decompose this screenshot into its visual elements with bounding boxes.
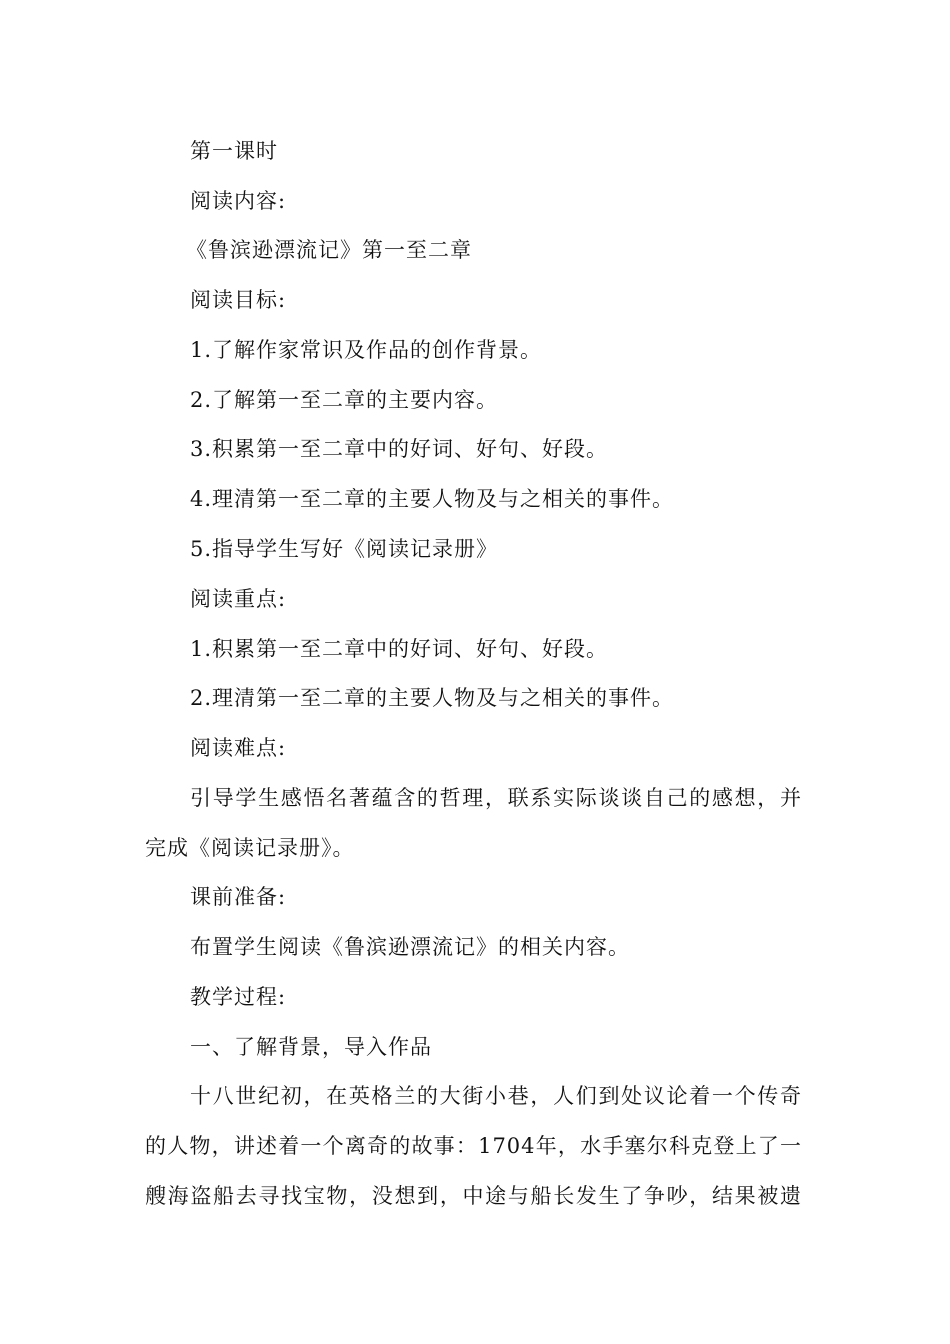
reading-goal-item: 2.了解第一至二章的主要内容。 — [190, 388, 499, 412]
reading-difficulty-line: 完成《阅读记录册》。 — [145, 836, 355, 860]
paragraph-line: 十八世纪初，在英格兰的大街小巷，人们到处议论着一个传奇 — [190, 1084, 802, 1108]
section-title: 一、了解背景，导入作品 — [190, 1035, 432, 1059]
paragraph-line: 艘海盗船去寻找宝物，没想到，中途与船长发生了争吵，结果被遗 — [145, 1184, 802, 1208]
reading-difficulty-heading: 阅读难点: — [190, 736, 287, 760]
reading-content-text: 《鲁滨逊漂流记》第一至二章 — [186, 238, 472, 262]
reading-content-heading: 阅读内容: — [190, 189, 287, 213]
reading-focus-item: 1.积累第一至二章中的好词、好句、好段。 — [190, 637, 609, 661]
reading-goal-item: 5.指导学生写好《阅读记录册》 — [190, 537, 499, 561]
reading-goal-item: 1.了解作家常识及作品的创作背景。 — [190, 338, 543, 362]
reading-difficulty-line: 引导学生感悟名著蕴含的哲理，联系实际谈谈自己的感想，并 — [190, 786, 802, 810]
reading-focus-heading: 阅读重点: — [190, 587, 287, 611]
lesson-title: 第一课时 — [190, 139, 278, 163]
reading-goal-item: 4.理清第一至二章的主要人物及与之相关的事件。 — [190, 487, 675, 511]
preparation-text: 布置学生阅读《鲁滨逊漂流记》的相关内容。 — [190, 935, 630, 959]
reading-goals-heading: 阅读目标: — [190, 288, 287, 312]
paragraph-line: 的人物，讲述着一个离奇的故事：1704年，水手塞尔科克登上了一 — [145, 1134, 802, 1158]
process-heading: 教学过程: — [190, 985, 287, 1009]
reading-goal-item: 3.积累第一至二章中的好词、好句、好段。 — [190, 437, 609, 461]
preparation-heading: 课前准备: — [190, 885, 287, 909]
reading-focus-item: 2.理清第一至二章的主要人物及与之相关的事件。 — [190, 686, 675, 710]
